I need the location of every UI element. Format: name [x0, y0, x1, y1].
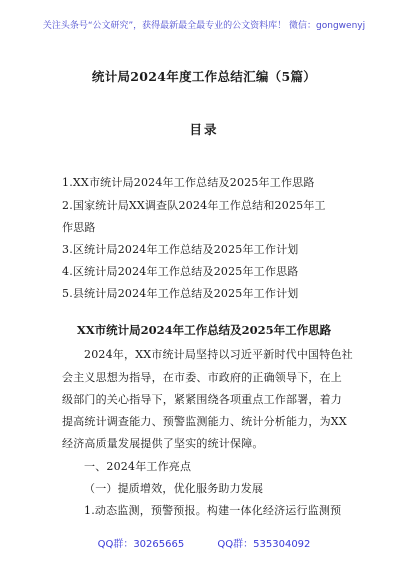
toc-heading: 目录 [189, 122, 219, 137]
section-title: XX市统计局2024年工作总结及2025年工作思路 [76, 323, 332, 337]
body-line: 1.动态监测，预警预报。构建一体化经济运行监测预 [84, 504, 342, 517]
footer-qq-group-1: QQ群：30265665 [97, 539, 185, 550]
top-banner: 关注头条号“公文研究”，获得最新最全最专业的公文资料库！ 微信：gongwenyj [42, 21, 366, 31]
intro-line-5: 经济高质量发展提供了坚实的统计保障。 [62, 437, 264, 450]
intro-line-3: 级部门的关心指导下，紧紧围绕各项重点工作部署，着力 [62, 393, 342, 406]
toc-item-2: 2.国家统计局XX调查队2024年工作总结和2025年工 [62, 199, 326, 212]
toc-item-1: 1.XX市统计局2024年工作总结及2025年工作思路 [62, 176, 315, 189]
footer-contacts [0, 535, 408, 550]
heading-level-2: （一）提质增效，优化服务助力发展 [84, 482, 264, 495]
toc-item-3: 3.区统计局2024年工作总结及2025年工作计划 [62, 243, 299, 256]
toc-item-5: 5.县统计局2024年工作总结及2025年工作计划 [62, 287, 299, 300]
toc-item-4: 4.区统计局2024年工作总结及2025年工作思路 [62, 265, 299, 278]
heading-level-1: 一、2024年工作亮点 [84, 460, 192, 473]
intro-line-1: 2024年，XX市统计局坚持以习近平新时代中国特色社 [84, 348, 353, 361]
footer-qq-group-2: QQ群：535304092 [217, 539, 311, 550]
document-title: 统计局2024年度工作总结汇编（5篇） [91, 69, 317, 84]
intro-line-4: 提高统计调查能力、预警监测能力、统计分析能力，为XX [62, 415, 347, 428]
toc-item-2-continued: 作思路 [62, 221, 96, 234]
intro-line-2: 会主义思想为指导，在市委、市政府的正确领导下，在上 [62, 371, 342, 384]
